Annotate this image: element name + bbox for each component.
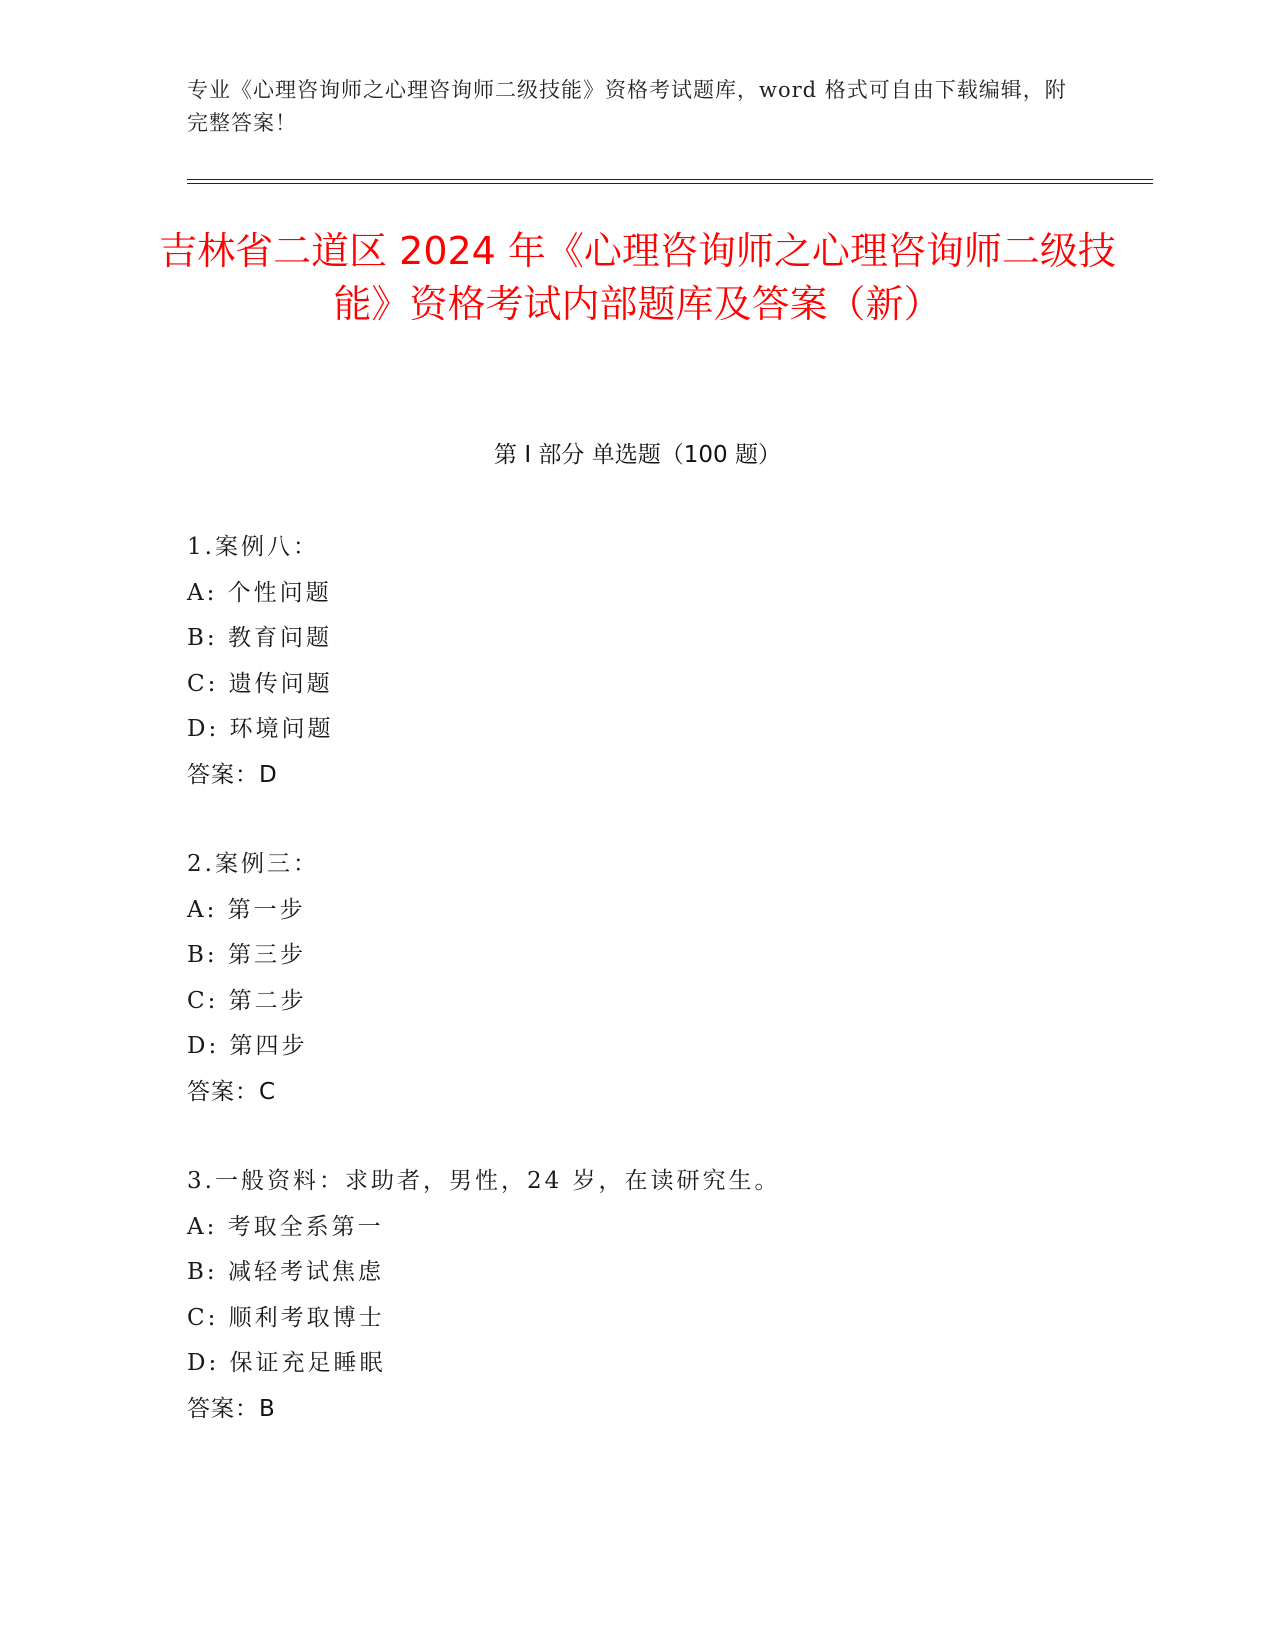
option-a: A: 第一步 [187,896,306,923]
question-block [187,842,1087,1115]
document-title: 吉林省二道区 2024 年《心理咨询师之心理咨询师二级技能》资格考试内部题库及答案（新） [159,229,1116,326]
section-heading: 第 I 部分 单选题（100 题） [494,442,781,468]
option-c: C: 遗传问题 [187,670,333,697]
option-b: B: 减轻考试焦虑 [187,1259,384,1285]
option-c: C: 顺利考取博士 [187,1304,385,1331]
header-note: 专业《心理咨询师之心理咨询师二级技能》资格考试题库，word 格式可自由下载编辑，附完整答案！ [187,78,1067,135]
option-d: D: 环境问题 [187,716,334,742]
header-divider-bottom [187,183,1153,184]
option-b: B: 教育问题 [187,625,332,651]
answer-line: 答案：C [187,1078,277,1105]
option-a: A: 考取全系第一 [187,1213,384,1240]
question-stem: 1.案例八： [187,534,319,560]
header-divider-top [187,179,1153,180]
answer-line: 答案：D [187,761,278,788]
question-stem: 3.一般资料：求助者，男性，24 岁，在读研究生。 [187,1168,781,1194]
option-b: B: 第三步 [187,942,306,968]
answer-line: 答案：B [187,1395,276,1422]
option-a: A: 个性问题 [187,579,332,606]
option-d: D: 保证充足睡眠 [187,1350,386,1376]
option-d: D: 第四步 [187,1033,308,1059]
question-block [187,525,1087,798]
question-stem: 2.案例三： [187,851,319,877]
question-block [187,1159,1087,1432]
option-c: C: 第二步 [187,987,307,1014]
